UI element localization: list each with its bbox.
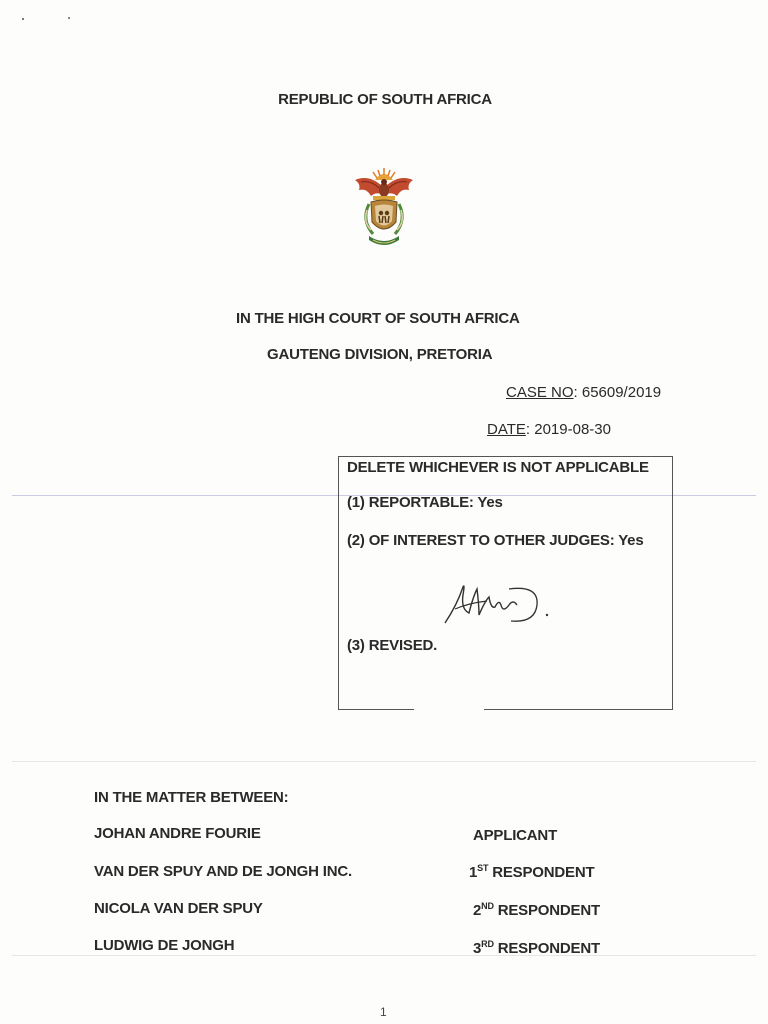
matter-heading: IN THE MATTER BETWEEN:	[94, 789, 289, 806]
role-number: 2	[473, 902, 482, 919]
role-number: 1	[469, 864, 478, 881]
coat-of-arms-icon	[349, 160, 419, 252]
applicability-box	[338, 456, 673, 710]
role-label: RESPONDENT	[493, 940, 600, 957]
role-ordinal: ND	[481, 901, 494, 911]
party-name: NICOLA VAN DER SPUY	[94, 900, 263, 917]
party-role	[469, 864, 594, 881]
role-label: APPLICANT	[473, 827, 558, 844]
signature-icon	[439, 575, 559, 635]
reportable-line: (1) REPORTABLE: Yes	[347, 494, 503, 511]
role-ordinal: ST	[477, 863, 489, 873]
scan-line	[12, 761, 756, 762]
role-number: 3	[473, 940, 482, 957]
date-label: DATE	[487, 421, 526, 438]
republic-heading: REPUBLIC OF SOUTH AFRICA	[278, 91, 492, 108]
party-role	[473, 827, 557, 844]
case-number-label: CASE NO	[506, 384, 574, 401]
court-heading: IN THE HIGH COURT OF SOUTH AFRICA	[236, 310, 520, 327]
scan-speck	[68, 17, 70, 19]
scan-speck	[22, 18, 24, 20]
page-number: 1	[380, 1005, 387, 1019]
case-number-value: : 65609/2019	[573, 384, 662, 401]
division-heading: GAUTENG DIVISION, PRETORIA	[267, 346, 493, 363]
role-ordinal: RD	[481, 939, 494, 949]
scan-line	[12, 955, 756, 956]
party-role	[473, 940, 600, 957]
revised-line: (3) REVISED.	[347, 637, 438, 654]
date-value: : 2019-08-30	[525, 421, 611, 438]
interest-line: (2) OF INTEREST TO OTHER JUDGES: Yes	[347, 532, 644, 549]
party-name: JOHAN ANDRE FOURIE	[94, 825, 261, 842]
party-name: LUDWIG DE JONGH	[94, 937, 235, 954]
role-label: RESPONDENT	[488, 864, 595, 881]
judgment-date	[487, 421, 611, 438]
party-name: VAN DER SPUY AND DE JONGH INC.	[94, 863, 352, 880]
party-role	[473, 902, 600, 919]
case-number	[506, 384, 661, 401]
box-title: DELETE WHICHEVER IS NOT APPLICABLE	[347, 459, 649, 476]
box-bottom-gap	[414, 707, 484, 711]
role-label: RESPONDENT	[493, 902, 600, 919]
